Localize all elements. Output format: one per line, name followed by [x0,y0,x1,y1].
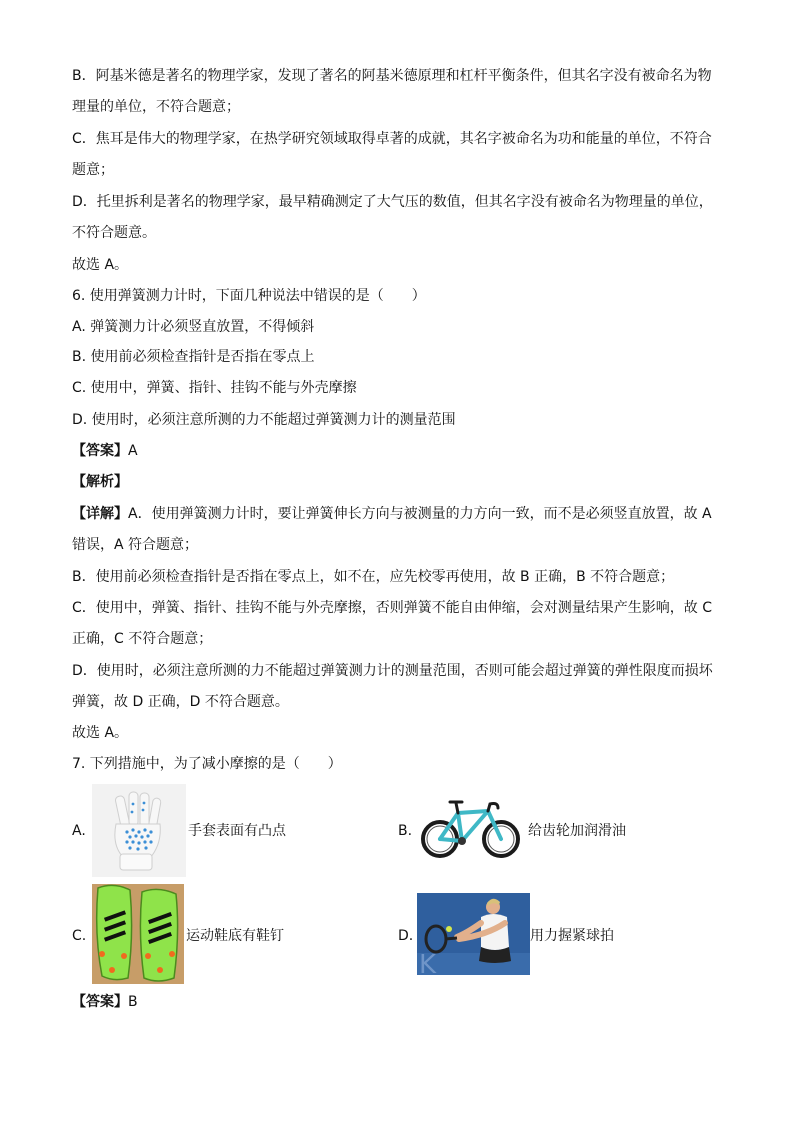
answer-value: A [128,443,138,459]
tennis-player-image [417,893,530,975]
q6-detail-a-line2: 错误，A 符合题意； [72,537,199,553]
q5-option-b-line2: 理量的单位，不符合题意； [72,99,240,115]
q7-option-b-label: B. [398,823,413,839]
q7-option-c-label: C. [72,928,87,944]
q6-detail-d-line2: 弹簧，故 D 正确，D 不符合题意。 [72,694,289,710]
glove-image [92,784,186,877]
q7-option-a-label: A. [72,823,86,839]
q6-detail-b: B．使用前必须检查指针是否指在零点上，如不在，应先校零再使用，故 B 正确，B 不符合题意； [72,569,675,585]
q6-option-c: C. 使用中，弹簧、指针、挂钩不能与外壳摩擦 [72,380,357,396]
q7-option-b-text: 给齿轮加润滑油 [528,823,626,839]
q7-answer [72,993,138,1011]
bicycle-image [418,795,524,863]
svg-text:K: K [419,950,437,975]
q5-option-b-line1: B．阿基米德是著名的物理学家，发现了著名的阿基米德原理和杠杆平衡条件，但其名字没有被命名为物 [72,68,712,84]
q7-option-d-label: D. [398,928,414,944]
detail-tag: 【详解】 [72,506,128,522]
detail-a-text: A．使用弹簧测力计时，要让弹簧伸长方向与被测量的力方向一致，而不是必须竖直放置，故 A [128,506,712,522]
analysis-tag: 【解析】 [72,474,128,490]
q7-option-d-text: 用力握紧球拍 [530,928,614,944]
q6-detail-c-line1: C．使用中，弹簧、指针、挂钩不能与外壳摩擦，否则弹簧不能自由伸缩，会对测量结果产生影响，故 C [72,600,712,616]
q5-option-d-line1: D．托里拆利是著名的物理学家，最早精确测定了大气压的数值，但其名字没有被命名为物理量的单位， [72,194,713,210]
q6-conclusion: 故选 A。 [72,725,129,741]
cleats-image [92,884,184,984]
q6-option-b: B. 使用前必须检查指针是否指在零点上 [72,349,315,365]
q6-detail-d-line1: D．使用时，必须注意所测的力不能超过弹簧测力计的测量范围，否则可能会超过弹簧的弹性限度而损坏 [72,663,713,679]
q7-option-a-text: 手套表面有凸点 [188,823,286,839]
answer-value: B [128,994,138,1010]
q6-detail-c-line2: 正确，C 不符合题意； [72,631,213,647]
q6-detail-a-line1 [72,505,712,523]
answer-tag: 【答案】 [72,443,128,459]
q6-stem: 6. 使用弹簧测力计时，下面几种说法中错误的是（ ） [72,288,426,304]
q7-stem: 7. 下列措施中，为了减小摩擦的是（ ） [72,756,342,772]
q6-option-d: D. 使用时，必须注意所测的力不能超过弹簧测力计的测量范围 [72,412,456,428]
q6-option-a: A. 弹簧测力计必须竖直放置，不得倾斜 [72,319,315,335]
q7-option-c-text: 运动鞋底有鞋钉 [186,928,284,944]
q5-option-d-line2: 不符合题意。 [72,225,156,241]
q6-answer [72,442,138,460]
q5-conclusion: 故选 A。 [72,257,129,273]
q5-option-c-line1: C．焦耳是伟大的物理学家，在热学研究领域取得卓著的成就，其名字被命名为功和能量的单位，不符合 [72,131,712,147]
q5-option-c-line2: 题意； [72,162,114,178]
answer-tag: 【答案】 [72,994,128,1010]
q6-analysis-tag [72,473,128,491]
